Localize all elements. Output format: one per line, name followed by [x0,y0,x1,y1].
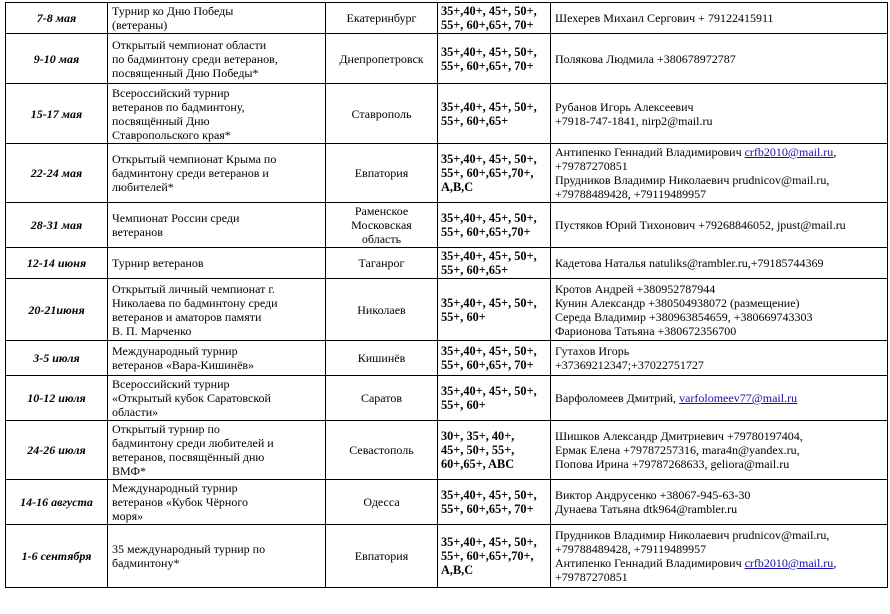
age-categories-line: 55+, 60+,65+ [441,113,509,128]
contact-line [555,114,883,128]
contact-line [555,556,883,570]
contact-line [555,457,883,471]
tournament-city-line: Николаев [357,302,406,317]
tournament-table-body [6,3,888,588]
age-categories [438,421,551,480]
age-categories [438,279,551,341]
tournament-name-line: области» [112,405,159,419]
age-categories-line: A,B,C [441,180,474,194]
email-link[interactable]: crfb2010@mail.ru [744,556,834,570]
tournament-name-line: Всероссийский турнир [112,377,230,391]
contact-line [555,570,883,584]
age-categories-line: 35+,40+, 45+, 50+, [441,4,537,18]
age-categories-line: 35+,40+, 45+, 50+, [441,535,537,549]
age-categories-line: 55+, 60+,65+, 70+ [441,18,534,32]
contact-info [551,341,888,376]
age-categories-line: 55+, 60+,65+ [441,263,509,277]
contact-line [555,187,883,201]
contact-text: +79787270851 [555,159,628,173]
tournament-city [326,34,438,84]
age-categories-line: 55+, 60+ [441,398,486,412]
tournament-date: 14-16 августа [6,480,108,525]
tournament-city [326,279,438,341]
age-categories [438,84,551,144]
age-categories-line: 35+,40+, 45+, 50+, [441,211,537,225]
contact-text: +79788489428, +79119489957 [555,542,707,556]
age-categories-line: 35+,40+, 45+, 50+, [441,344,537,358]
contact-info [551,279,888,341]
age-categories [438,341,551,376]
tournament-name [108,3,326,34]
contact-text: , [833,145,837,159]
contact-line [555,429,883,443]
contact-text: +79787270851 [555,570,628,584]
tournament-name-line: бадминтону* [112,556,180,570]
contact-text: +37369212347;+37022751727 [555,358,704,372]
contact-info [551,34,888,84]
tournament-city-line: Днепропетровск [339,51,424,66]
tournament-city [326,84,438,144]
tournament-date: 12-14 июня [6,248,108,279]
contact-text: Ермак Елена +79787257316, mara4n@yandex.ru, [555,443,800,457]
tournament-city [326,3,438,34]
tournament-name-line: Турнир ветеранов [112,256,204,270]
tournament-row [6,84,888,144]
tournament-city [326,480,438,525]
tournament-city-line: Ставрополь [351,106,412,121]
age-categories [438,144,551,203]
contact-text: Пустяков Юрий Тихонович +79268846052, jpust@mail.ru [555,218,846,232]
tournament-date: 22-24 мая [6,144,108,203]
tournament-row [6,525,888,588]
tournament-date: 24-26 июля [6,421,108,480]
age-categories-line: A,B,C [441,563,474,577]
tournament-row [6,376,888,421]
tournament-row [6,144,888,203]
contact-text: Фарионова Татьяна +380672356700 [555,323,737,338]
tournament-name-line: Международный турнир [112,481,238,495]
tournament-name-line: ветеранов по бадминтону, [112,99,245,114]
tournament-row [6,341,888,376]
contact-line [555,488,883,502]
contact-line [555,11,883,25]
tournament-city [326,248,438,279]
contact-line [555,391,883,405]
tournament-row [6,34,888,84]
tournament-name [108,144,326,203]
contact-text: Антипенко Геннадий Владимирович [555,556,745,570]
age-categories-line: 60+,65+, ABC [441,457,515,471]
tournament-row [6,421,888,480]
tournament-city-line: Раменское [354,204,409,218]
tournament-name-line: ветеранов, посвящённый дню [112,450,265,464]
tournament-name [108,279,326,341]
age-categories [438,34,551,84]
tournament-name-line: Всероссийский турнир [112,85,230,100]
contact-info [551,376,888,421]
tournament-name-line: 35 международный турнир по [112,542,266,556]
age-categories-line: 35+,40+, 45+, 50+, [441,488,537,502]
age-categories-line: 55+, 60+,65+,70+ [441,225,531,239]
tournament-name-line: ветеранов «Вара-Кишинёв» [112,358,255,372]
contact-line [555,218,883,232]
tournament-city-line: Кишинёв [357,351,406,365]
tournament-row [6,3,888,34]
contact-line [555,324,883,338]
contact-line [555,443,883,457]
contact-text: Дунаева Татьяна dtk964@rambler.ru [555,502,738,516]
contact-info [551,480,888,525]
age-categories-line: 55+, 60+,65+, 70+ [441,58,534,73]
age-categories [438,248,551,279]
contact-info [551,3,888,34]
age-categories-line: 45+, 50+, 55+, [441,443,515,457]
tournament-name-line: по бадминтону среди ветеранов, [112,51,278,66]
age-categories-line: 35+,40+, 45+, 50+, [441,295,537,310]
age-categories-line: 35+,40+, 45+, 50+, [441,152,537,166]
contact-line [555,358,883,372]
contact-text: Шехерев Михаил Сергович + 79122415911 [555,11,774,25]
tournament-date: 1-6 сентября [6,525,108,588]
tournament-city-line: Екатеринбург [346,11,417,25]
tournament-name-line: посвященный Дню Победы* [112,65,259,80]
tournament-name-line: Международный турнир [112,344,238,358]
tournament-name [108,525,326,588]
contact-text: Середа Владимир +380963854659, +380669743303 [555,309,813,324]
age-categories-line: 55+, 60+ [441,309,486,324]
age-categories [438,525,551,588]
tournament-table [5,2,888,588]
age-categories-line: 55+, 60+,65+, 70+ [441,358,534,372]
tournament-city [326,376,438,421]
contact-line [555,502,883,516]
contact-info [551,144,888,203]
contact-text: Попова Ирина +79787268633, geliora@mail.ru [555,457,790,471]
contact-text: Кротов Андрей +380952787944 [555,281,716,296]
tournament-name-line: Ставропольского края* [112,127,231,142]
tournament-city [326,144,438,203]
tournament-name [108,248,326,279]
contact-text: Виктор Андрусенко +38067-945-63-30 [555,488,751,502]
contact-info [551,421,888,480]
tournament-city-line: Саратов [360,391,403,405]
contact-info [551,203,888,248]
tournament-date: 7-8 мая [6,3,108,34]
tournament-name [108,34,326,84]
tournament-name-line: ветеранов и аматоров памяти [112,309,262,324]
age-categories [438,3,551,34]
tournament-city-line: Одесса [363,495,400,509]
email-link[interactable]: varfolomeev77@mail.ru [679,391,798,405]
tournament-city-line: область [361,232,402,246]
tournament-row [6,279,888,341]
tournament-row [6,480,888,525]
tournament-name-line: ветеранов «Кубок Чёрного [112,495,248,509]
tournament-name-line: Турнир ко Дню Победы [112,4,234,18]
contact-text: Варфоломеев Дмитрий, [555,391,680,405]
tournament-date: 3-5 июля [6,341,108,376]
email-link[interactable]: crfb2010@mail.ru [744,145,834,159]
age-categories-line: 55+, 60+,65+,70+, [441,549,534,563]
contact-line [555,256,883,270]
age-categories-line: 35+,40+, 45+, 50+, [441,99,537,114]
contact-text: Гутахов Игорь [555,344,630,358]
contact-text: Прудников Владимир Николаевич prudnicov@mail.ru, [555,528,830,542]
contact-text: Рубанов Игорь Алексеевич [555,99,694,114]
contact-line [555,100,883,114]
contact-line [555,542,883,556]
contact-text: Полякова Людмила +380678972787 [555,51,736,66]
tournament-city-line: Московская [351,218,412,232]
tournament-name-line: В. П. Марченко [112,323,192,338]
contact-line [555,173,883,187]
tournament-row [6,248,888,279]
tournament-name [108,84,326,144]
tournament-name-line: бадминтону среди ветеранов и [112,166,269,180]
tournament-name-line: Открытый личный чемпионат г. [112,281,275,296]
tournament-name [108,376,326,421]
tournament-name [108,203,326,248]
contact-info [551,248,888,279]
tournament-name [108,480,326,525]
contact-text: Кадетова Наталья natuliks@rambler.ru,+79185744369 [555,256,824,270]
contact-text: Антипенко Геннадий Владимирович [555,145,745,159]
tournament-date: 15-17 мая [6,84,108,144]
contact-info [551,84,888,144]
age-categories-line: 55+, 60+,65+,70+, [441,166,534,180]
tournament-city [326,525,438,588]
contact-info [551,525,888,588]
contact-line [555,344,883,358]
tournament-name-line: любителей* [112,180,174,194]
tournament-name-line: (ветераны) [112,18,168,32]
tournament-city-line: Евпатория [354,549,409,563]
tournament-name-line: моря» [112,509,144,523]
contact-text: Кунин Александр +380504938072 (размещение) [555,295,800,310]
contact-line [555,145,883,159]
contact-line [555,159,883,173]
age-categories-line: 35+,40+, 45+, 50+, [441,44,537,59]
tournament-city-line: Севастополь [349,443,414,457]
contact-line [555,296,883,310]
age-categories [438,203,551,248]
tournament-name-line: Открытый турнир по [112,422,220,436]
tournament-city [326,203,438,248]
contact-line [555,310,883,324]
tournament-name-line: Открытый чемпионат области [112,37,267,52]
tournament-date: 28-31 мая [6,203,108,248]
contact-text: Шишков Александр Дмитриевич +79780197404, [555,429,803,443]
tournament-name [108,421,326,480]
tournament-name-line: бадминтону среди любителей и [112,436,274,450]
tournament-name-line: ветеранов [112,225,163,239]
tournament-row [6,203,888,248]
contact-text: Прудников Владимир Николаевич prudnicov@mail.ru, [555,173,830,187]
tournament-city [326,341,438,376]
contact-text: , [833,556,837,570]
age-categories-line: 30+, 35+, 40+, [441,429,515,443]
tournament-name-line: посвящённый Дню [112,113,210,128]
contact-line [555,528,883,542]
contact-line [555,52,883,66]
tournament-date: 10-12 июля [6,376,108,421]
tournament-name-line: Николаева по бадминтону среди [112,295,278,310]
age-categories [438,376,551,421]
age-categories-line: 35+,40+, 45+, 50+, [441,249,537,263]
tournament-name-line: Открытый чемпионат Крыма по [112,152,277,166]
tournament-date: 20-21июня [6,279,108,341]
tournament-city-line: Евпатория [354,166,409,180]
tournament-name-line: «Открытый кубок Саратовской [112,391,271,405]
contact-text: +7918-747-1841, nirp2@mail.ru [555,113,713,128]
age-categories [438,480,551,525]
contact-text: +79788489428, +79119489957 [555,187,707,201]
tournament-date: 9-10 мая [6,34,108,84]
tournament-name-line: Чемпионат России среди [112,211,240,225]
tournament-name [108,341,326,376]
contact-line [555,282,883,296]
age-categories-line: 35+,40+, 45+, 50+, [441,384,537,398]
age-categories-line: 55+, 60+,65+, 70+ [441,502,534,516]
tournament-city [326,421,438,480]
tournament-name-line: ВМФ* [112,464,146,478]
tournament-city-line: Таганрог [358,256,405,270]
